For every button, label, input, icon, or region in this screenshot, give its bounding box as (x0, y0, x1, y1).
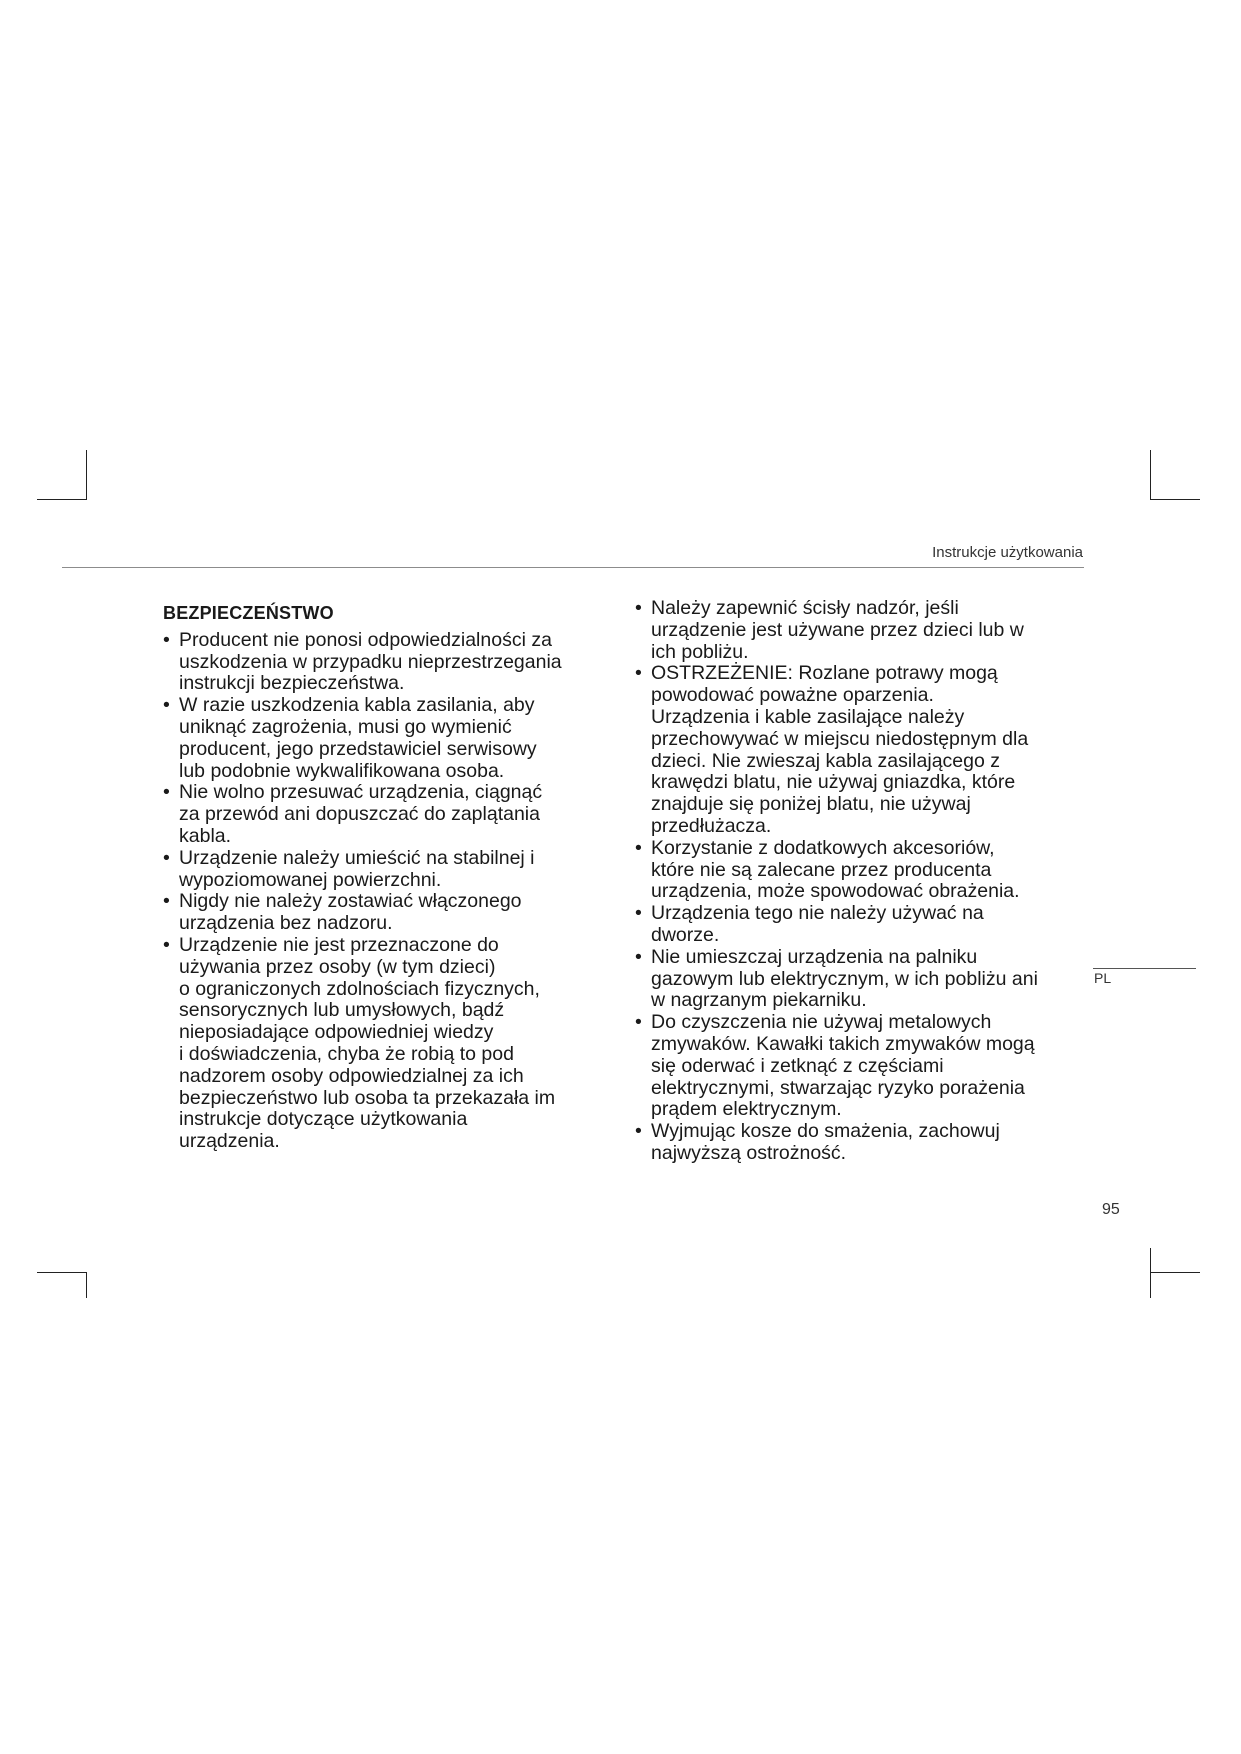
list-item (163, 630, 623, 695)
header-title: Instrukcje użytkowania (932, 544, 1083, 561)
list-item-text: Nigdy nie należy zostawiać włączonego urządzenia bez nadzoru. (179, 890, 522, 935)
bullet-icon: • (635, 597, 642, 619)
crop-mark-top-left-horizontal (37, 499, 87, 500)
right-bullet-list (635, 598, 1090, 1165)
crop-mark-bottom-left-horizontal (37, 1272, 87, 1273)
bullet-icon: • (635, 836, 642, 859)
page-number: 95 (1102, 1201, 1120, 1218)
list-item-text: Producent nie ponosi odpowiedzialności za uszkodzenia w przypadku nieprzestrzegania instrukcji bezpieczeństwa. (179, 628, 562, 695)
crop-mark-bottom-right-horizontal (1150, 1272, 1200, 1273)
list-item (163, 848, 623, 892)
crop-mark-top-right-vertical (1150, 450, 1151, 500)
bullet-icon: • (635, 1120, 642, 1143)
bullet-icon: • (163, 890, 170, 913)
bullet-icon: • (635, 662, 642, 685)
crop-mark-bottom-left-vertical (86, 1272, 87, 1298)
list-item-text: OSTRZEŻENIE: Rozlane potrawy mogą powodować poważne oparzenia. Urządzenia i kable zasilające należy przechowywać w miejscu niedostępnym dla dzieci. Nie zwieszaj kabla zasilającego z krawędzi blatu, nie używaj gniazdka, które znajduje się poniżej blatu, nie używaj przedłużacza. (651, 662, 1029, 837)
list-item (163, 891, 623, 935)
list-item (163, 782, 623, 847)
list-item-text: W razie uszkodzenia kabla zasilania, aby uniknąć zagrożenia, musi go wymienić producent, jego przedstawiciel serwisowy lub podobnie wykwalifikowana osoba. (179, 694, 537, 782)
language-tab-divider (1093, 968, 1196, 969)
bullet-icon: • (163, 846, 170, 869)
header-divider (62, 567, 1084, 568)
list-item (635, 1121, 1090, 1165)
crop-mark-bottom-right-vertical (1150, 1248, 1151, 1298)
list-item-text: Urządzenie należy umieścić na stabilnej i wypoziomowanej powierzchni. (179, 846, 535, 891)
section-title: BEZPIECZEŃSTWO (163, 603, 334, 623)
list-item (635, 947, 1090, 1012)
bullet-icon: • (635, 902, 642, 925)
list-item-text: Do czyszczenia nie używaj metalowych zmywaków. Kawałki takich zmywaków mogą się oderwać i zetknąć z częściami elektrycznymi, stwarzając ryzyko porażenia prądem elektrycznym. (651, 1011, 1035, 1121)
language-tab-label: PL (1094, 970, 1112, 986)
crop-mark-top-left-vertical (86, 450, 87, 500)
bullet-icon: • (163, 933, 170, 956)
list-item-text: Urządzenia tego nie należy używać na dworze. (651, 902, 984, 946)
list-item-text: Korzystanie z dodatkowych akcesoriów, które nie są zalecane przez producenta urządzenia, może spowodować obrażenia. (651, 836, 1020, 903)
bullet-icon: • (163, 694, 170, 717)
list-item-text: Nie umieszczaj urządzenia na palniku gazowym lub elektrycznym, w ich pobliżu ani w nagrzanym piekarniku. (651, 945, 1038, 1012)
right-column (635, 598, 1090, 1165)
list-item-text: Należy zapewnić ścisły nadzór, jeśli urządzenie jest używane przez dzieci lub w ich pobliżu. (651, 597, 1024, 663)
crop-mark-top-right-horizontal (1150, 499, 1200, 500)
list-item (635, 1012, 1090, 1121)
left-bullet-list (163, 630, 623, 1153)
list-item (635, 838, 1090, 903)
bullet-icon: • (163, 628, 170, 651)
list-item-text: Nie wolno przesuwać urządzenia, ciągnąć za przewód ani dopuszczać do zaplątania kabla. (179, 781, 543, 847)
bullet-icon: • (163, 781, 170, 804)
list-item (163, 935, 623, 1153)
bullet-icon: • (635, 1011, 642, 1034)
list-item (635, 903, 1090, 947)
list-item-text: Wyjmując kosze do smażenia, zachowuj najwyższą ostrożność. (651, 1120, 1000, 1164)
left-column (163, 598, 623, 1153)
bullet-icon: • (635, 945, 642, 968)
list-item-text: Urządzenie nie jest przeznaczone do używania przez osoby (w tym dzieci) o ograniczonych zdolnościach fizycznych, sensorycznych lub umysłowych, bądź nieposiadające odpowiedniej wiedzy i doświadczenia, chyba że robią to pod nadzorem osoby odpowiedzialnej za ich bezpieczeństwo lub osoba ta przekazała im instrukcje dotyczące użytkowania urządzenia. (179, 933, 556, 1153)
list-item (635, 598, 1090, 663)
list-item (635, 663, 1090, 837)
list-item (163, 695, 623, 782)
